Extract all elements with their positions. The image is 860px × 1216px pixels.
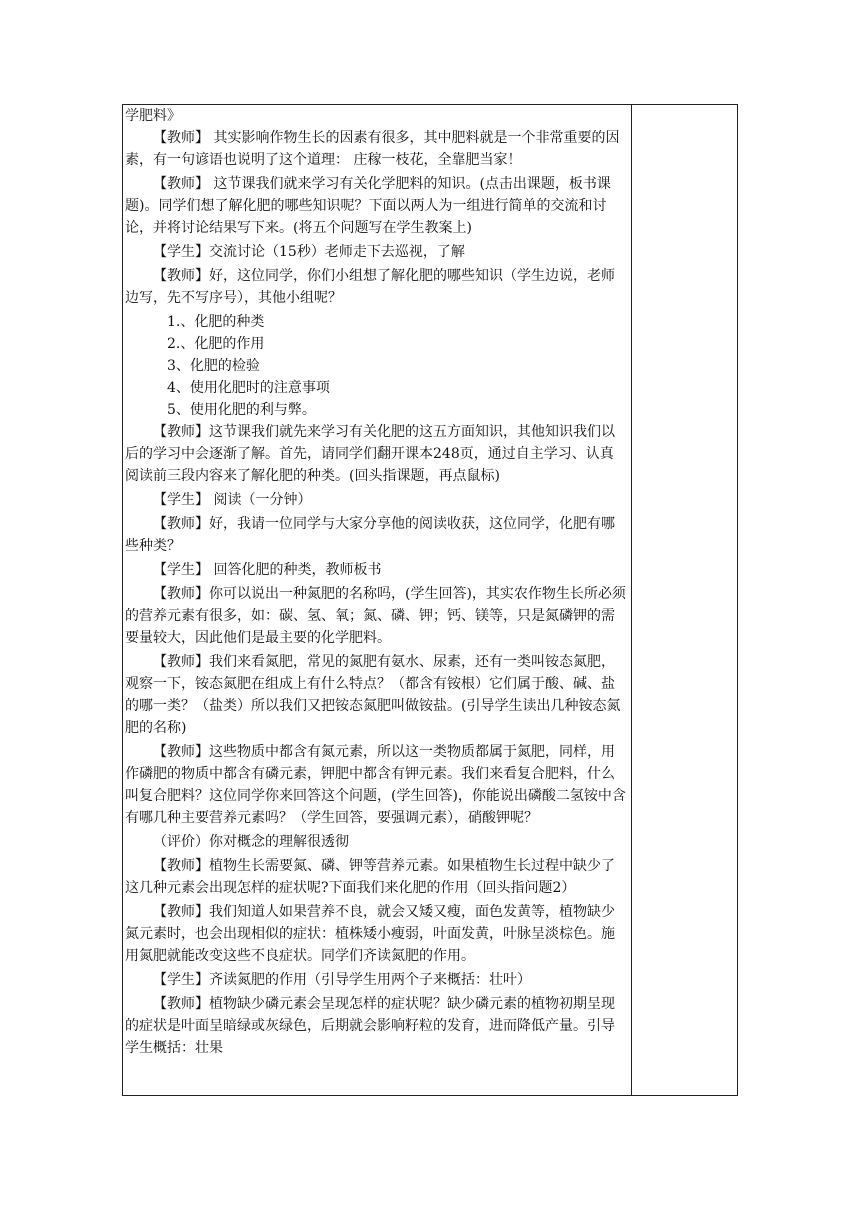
notes-cell	[632, 105, 737, 1095]
paragraph: 【学生】齐读氮肥的作用（引导学生用两个子来概括：壮叶）	[153, 972, 531, 988]
paragraph: 学肥料》	[125, 108, 181, 124]
list-item: 4、使用化肥时的注意事项	[167, 380, 330, 396]
paragraph: 【学生】 回答化肥的种类，教师板书	[153, 562, 382, 578]
paragraph: 【教师】我们来看氮肥，常见的氮肥有氨水、尿素，还有一类叫铵态氮肥，观察一下，铵态氮肥在组成上有什么特点？（都含有铵根）它们属于酸、碱、盐的哪一类？（盐类）所以我们又把铵态氮肥叫做铵盐。(引导学生读出几种铵态氮肥的名称)	[125, 654, 621, 736]
list-item: 3、化肥的检验	[167, 358, 260, 374]
list-item: 5、使用化肥的利与弊。	[167, 402, 316, 418]
list-item: 1.、化肥的种类	[167, 314, 265, 330]
paragraph: 【学生】 阅读（一分钟）	[153, 492, 312, 508]
paragraph: 【教师】植物生长需要氮、磷、钾等营养元素。如果植物生长过程中缺少了这几种元素会出现怎样的症状呢?下面我们来化肥的作用（回头指问题2）	[125, 858, 615, 896]
paragraph: 【教师】植物缺少磷元素会呈现怎样的症状呢？缺少磷元素的植物初期呈现的症状是叶面呈暗绿或灰绿色，后期就会影响籽粒的发育，进而降低产量。引导学生概括：壮果	[125, 996, 615, 1056]
paragraph: 【教师】这节课我们就先来学习有关化肥的这五方面知识，其他知识我们以后的学习中会逐渐了解。首先，请同学们翻开课本248页，通过自主学习、认真阅读前三段内容来了解化肥的种类。(回头指课题，再点鼠标)	[125, 424, 615, 484]
list-item: 2.、化肥的作用	[167, 336, 265, 352]
paragraph: 【教师】 这节课我们就来学习有关化学肥料的知识。(点击出课题，板书课题)。同学们想了解化肥的哪些知识呢？下面以两人为一组进行简单的交流和讨论，并将讨论结果写下来。(将五个问题写在学生教案上)	[125, 176, 611, 236]
lesson-content-cell	[125, 105, 627, 1061]
paragraph: 【教师】好，这位同学，你们小组想了解化肥的哪些知识（学生边说，老师边写，先不写序号），其他小组呢？	[125, 268, 615, 306]
paragraph: 【教师】我们知道人如果营养不良，就会又矮又瘦，面色发黄等，植物缺少氮元素时，也会出现相似的症状：植株矮小瘦弱，叶面发黄，叶脉呈淡棕色。施用氮肥就能改变这些不良症状。同学们齐读氮肥的作用。	[125, 904, 615, 964]
evaluation-note: （评价）你对概念的理解很透彻	[153, 834, 349, 850]
lesson-table	[122, 104, 738, 1096]
paragraph: 【教师】 其实影响作物生长的因素有很多，其中肥料就是一个非常重要的因素，有一句谚语也说明了这个道理： 庄稼一枝花，全靠肥当家！	[125, 130, 620, 168]
paragraph: 【教师】好，我请一位同学与大家分享他的阅读收获，这位同学，化肥有哪些种类？	[125, 516, 615, 554]
paragraph: 【教师】这些物质中都含有氮元素，所以这一类物质都属于氮肥，同样，用作磷肥的物质中都含有磷元素，钾肥中都含有钾元素。我们来看复合肥料，什么叫复合肥料？这位同学你来回答这个问题，(学生回答)，你能说出磷酸二氢铵中含有哪几种主要营养元素吗？（学生回答，要强调元素），硝酸钾呢？	[125, 744, 626, 826]
paragraph: 【学生】交流讨论（15秒）老师走下去巡视，了解	[153, 244, 465, 260]
paragraph: 【教师】你可以说出一种氮肥的名称吗，(学生回答)，其实农作物生长所必须的营养元素有很多，如：碳、氢、氧；氮、磷、钾；钙、镁等，只是氮磷钾的需要量较大，因此他们是最主要的化学肥料。	[125, 586, 626, 646]
